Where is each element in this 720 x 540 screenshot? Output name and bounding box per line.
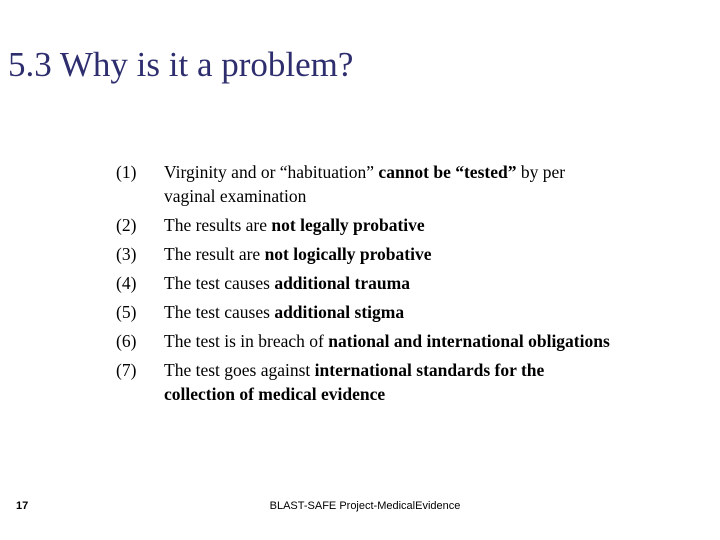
point-text-segment: The test goes against [164,360,315,380]
point-text-segment: The result are [164,244,265,264]
point-text [164,358,616,406]
point-number: (1) [116,162,137,182]
point-text-segment: The test is in breach of [164,331,329,351]
point-number: (6) [116,331,137,351]
point-text-segment: The test causes [164,273,275,293]
point-text [164,300,616,324]
point-text [164,213,616,237]
point-number: (7) [116,360,137,380]
point-text-segment: Virginity and or “habituation” [164,162,379,182]
point-text-emphasis: cannot be “tested” [378,162,517,182]
point-text-emphasis: international standards for the collection of medical evidence [164,360,545,404]
point-text [164,271,616,295]
point-item [116,358,616,406]
points-list [116,160,616,411]
point-number: (4) [116,273,137,293]
page-title: 5.3 Why is it a problem? [8,45,354,84]
point-text-segment: The results are [164,215,272,235]
point-item [116,329,616,353]
point-item [116,300,616,324]
point-item [116,160,616,208]
point-text-emphasis: additional trauma [274,273,410,293]
point-text [164,329,616,353]
point-text [164,242,616,266]
point-number: (5) [116,302,137,322]
point-text-emphasis: not logically probative [264,244,432,264]
point-number: (3) [116,244,137,264]
point-item [116,271,616,295]
point-text-segment: by per vaginal examination [164,162,566,206]
point-number: (2) [116,215,137,235]
point-text-segment: The test causes [164,302,275,322]
point-item [116,242,616,266]
point-item [116,213,616,237]
point-text [164,160,616,208]
point-text-emphasis: not legally probative [271,215,425,235]
page-number: 17 [16,500,29,512]
point-text-emphasis: national and international obligations [328,331,610,351]
point-text-emphasis: additional stigma [274,302,405,322]
footer-text: BLAST-SAFE Project-MedicalEvidence [269,500,461,512]
